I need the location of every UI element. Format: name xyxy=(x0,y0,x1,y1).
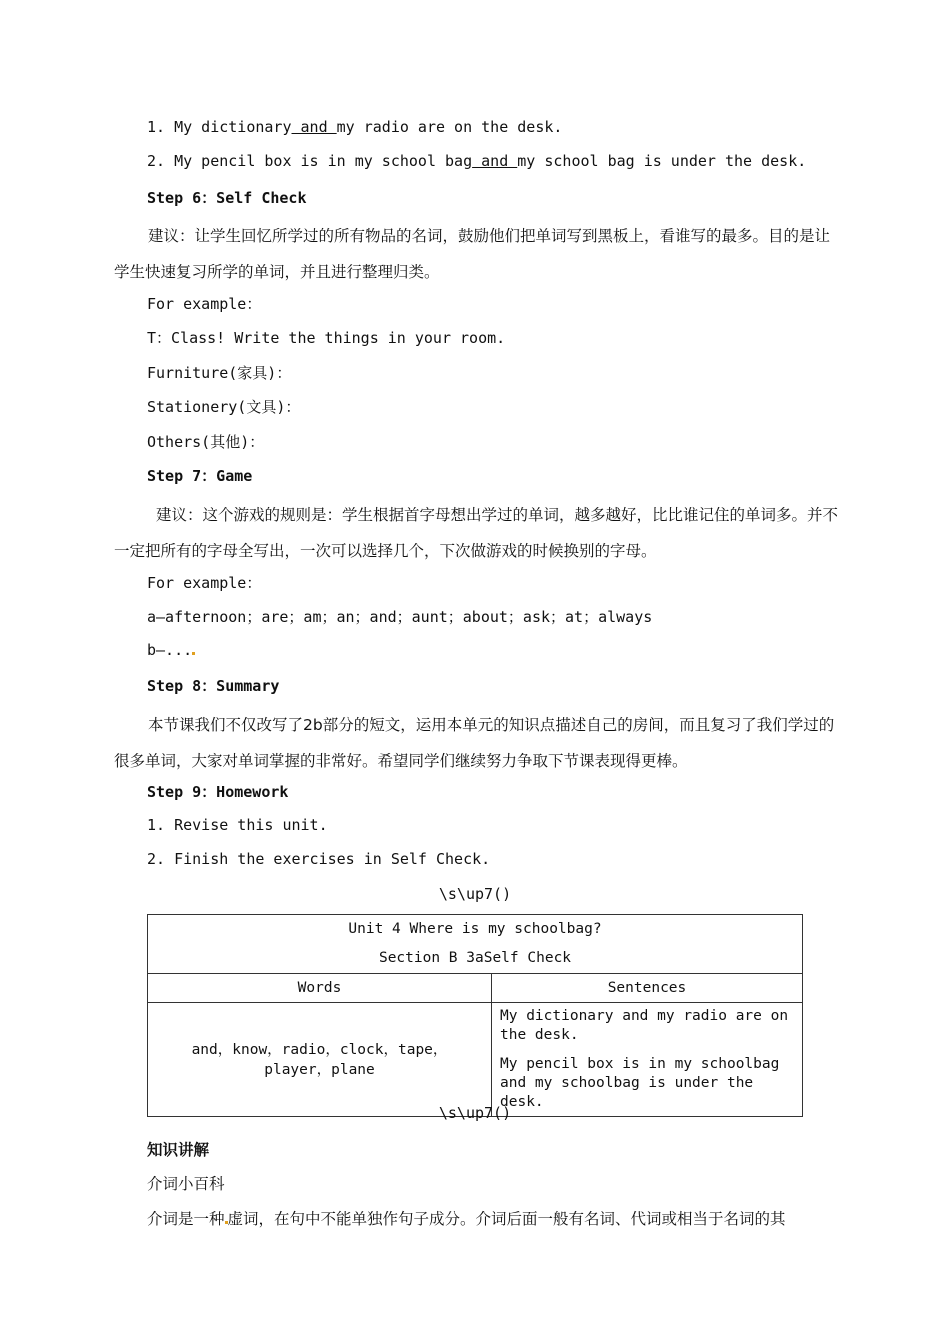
knowledge-text xyxy=(147,1207,786,1229)
letter-b-text: b—... xyxy=(147,641,193,659)
knowledge-text-end: 虚词，在句中不能单独作句子成分。介词后面一般有名词、代词或相当于名词的其 xyxy=(227,1210,786,1228)
words-header: Words xyxy=(148,974,492,1003)
step6-suggestion: 建议：让学生回忆所学过的所有物品的名词，鼓励他们把单词写到黑板上，看谁写的最多。目的是让学生快速复习所学的单词，并且进行整理归类。 xyxy=(114,227,831,281)
board-title-cell xyxy=(148,915,803,974)
step8-summary-text: 本节课我们不仅改写了2b部分的短文，运用本单元的知识点描述自己的房间，而且复习了我们学过的很多单词，大家对单词掌握的非常好。希望同学们继续努力争取下节课表现得更棒。 xyxy=(114,716,835,770)
step7-suggestion: 建议：这个游戏的规则是：学生根据首字母想出学过的单词，越多越好，比比谁记住的单词多。并不一定把所有的字母全写出，一次可以选择几个，下次做游戏的时候换别的字母。 xyxy=(114,506,839,560)
sentence-1-end: my radio are on the desk. xyxy=(336,118,563,136)
step7-example-label: For example： xyxy=(147,574,262,592)
step7-heading: Step 7：Game xyxy=(147,467,253,485)
sentences-header: Sentences xyxy=(492,974,803,1003)
homework-item-2: 2. Finish the exercises in Self Check. xyxy=(147,850,491,868)
letter-b-words xyxy=(147,641,195,659)
others-label: Others(其他)： xyxy=(147,433,265,451)
field-code-top: \s\up7() xyxy=(438,885,512,903)
furniture-label: Furniture(家具)： xyxy=(147,364,292,382)
blackboard-design-table xyxy=(147,914,803,1117)
sentence-2 xyxy=(147,152,806,170)
words-cell: and，know，radio，clock，tape，player，plane xyxy=(148,1003,492,1117)
step6-teacher-line: T：Class! Write the things in your room. xyxy=(147,329,506,347)
sentence-2-end: my school bag is under the desk. xyxy=(517,152,807,170)
board-title-unit: Unit 4 Where is my schoolbag? xyxy=(348,921,602,937)
letter-a-words: a—afternoon；are；am；an；and；aunt；about；ask；at；always xyxy=(147,608,653,626)
board-title-section: Section B 3aSelf Check xyxy=(378,950,572,966)
step6-example-label: For example： xyxy=(147,295,262,313)
board-sentence-1: My dictionary and my radio are on the desk. xyxy=(500,1008,789,1043)
homework-item-1: 1. Revise this unit. xyxy=(147,816,328,834)
field-code-bottom: \s\up7() xyxy=(438,1104,512,1122)
step6-heading: Step 6：Self Check xyxy=(147,189,307,207)
sentences-cell xyxy=(492,1003,803,1117)
anchor-mark-icon xyxy=(192,652,195,655)
sentence-2-start: 2. My pencil box is in my school bag xyxy=(147,152,473,170)
sentence-1-answer: and xyxy=(291,118,337,136)
sentence-2-answer: and xyxy=(472,152,518,170)
step8-heading: Step 8：Summary xyxy=(147,677,280,695)
knowledge-heading: 知识讲解 xyxy=(147,1141,210,1159)
sentence-1-start: 1. My dictionary xyxy=(147,118,292,136)
knowledge-text-start: 介词是一种 xyxy=(147,1210,225,1228)
sentence-1 xyxy=(147,118,562,136)
step9-heading: Step 9：Homework xyxy=(147,783,289,801)
knowledge-subheading: 介词小百科 xyxy=(147,1175,225,1193)
board-sentence-2: My pencil box is in my schoolbag and my schoolbag is under the desk. xyxy=(500,1056,780,1110)
stationery-label: Stationery(文具)： xyxy=(147,398,301,416)
